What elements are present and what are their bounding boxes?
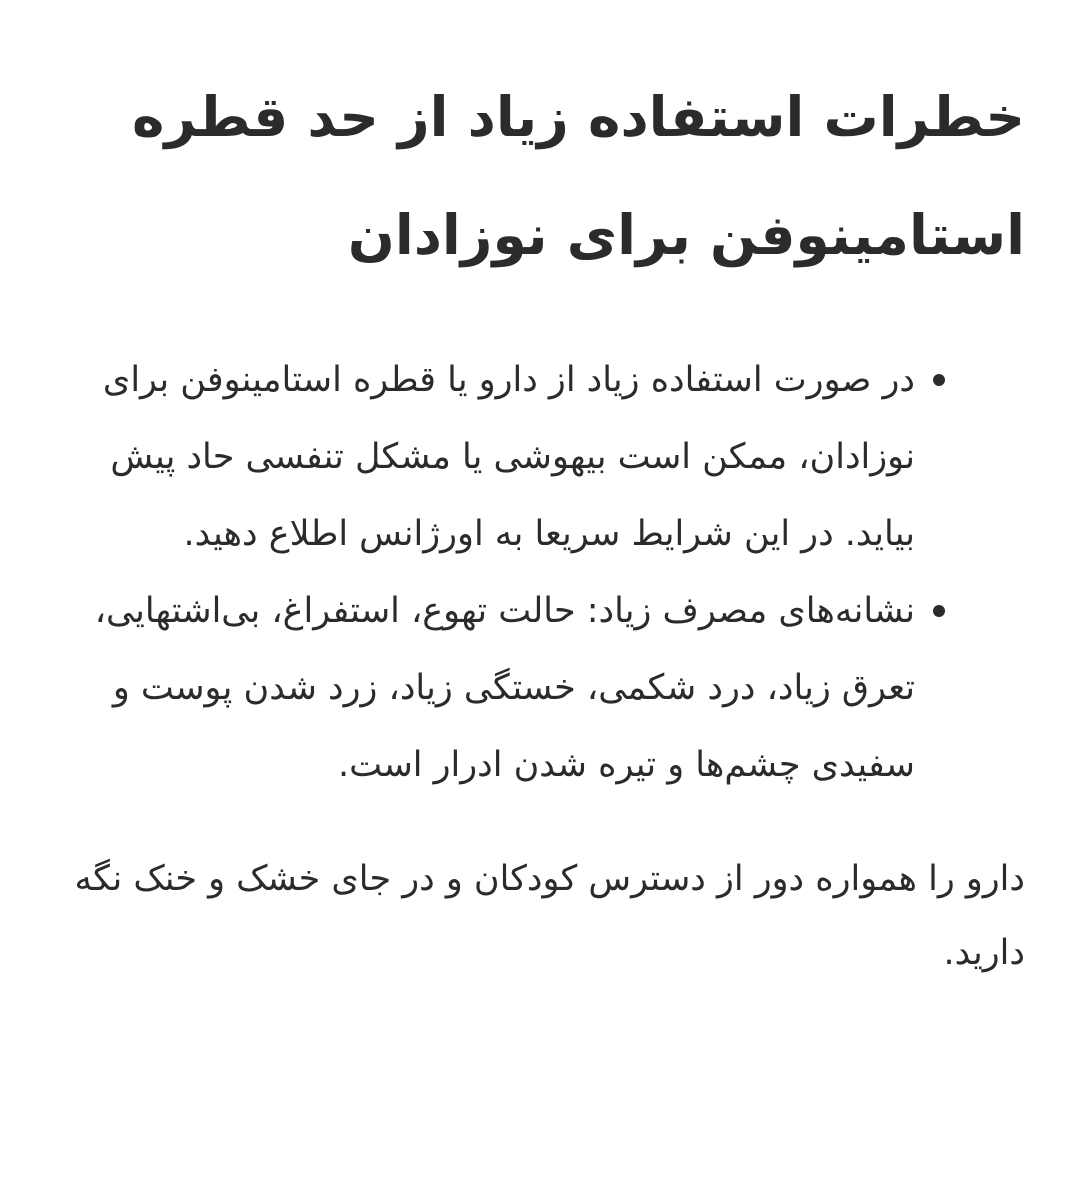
list-item: [54, 342, 1025, 573]
list-item-text: نشانه‌های مصرف زیاد: حالت تهوع، استفراغ، بی‌اشتهایی، تعرق زیاد، درد شکمی، خستگی زیاد، زرد شدن پوست و سفیدی چشم‌ها و تیره شدن ادرار است.: [94, 591, 915, 785]
list-item: [54, 573, 1025, 804]
article-title: خطرات استفاده زیاد از حد قطره استامینوفن برای نوزادان: [132, 85, 1025, 267]
bullet-icon: [933, 374, 945, 386]
storage-note: دارو را همواره دور از دسترس کودکان و در جای خشک و خنک نگه دارید.: [74, 859, 1025, 973]
bullet-icon: [933, 605, 945, 617]
warning-list: [54, 342, 1025, 804]
list-item-text: در صورت استفاده زیاد از دارو یا قطره استامینوفن برای نوزادان، ممکن است بیهوشی یا مشکل تنفسی حاد پیش بیاید. در این شرایط سریعا به اورژانس اطلاع دهید.: [102, 360, 915, 554]
